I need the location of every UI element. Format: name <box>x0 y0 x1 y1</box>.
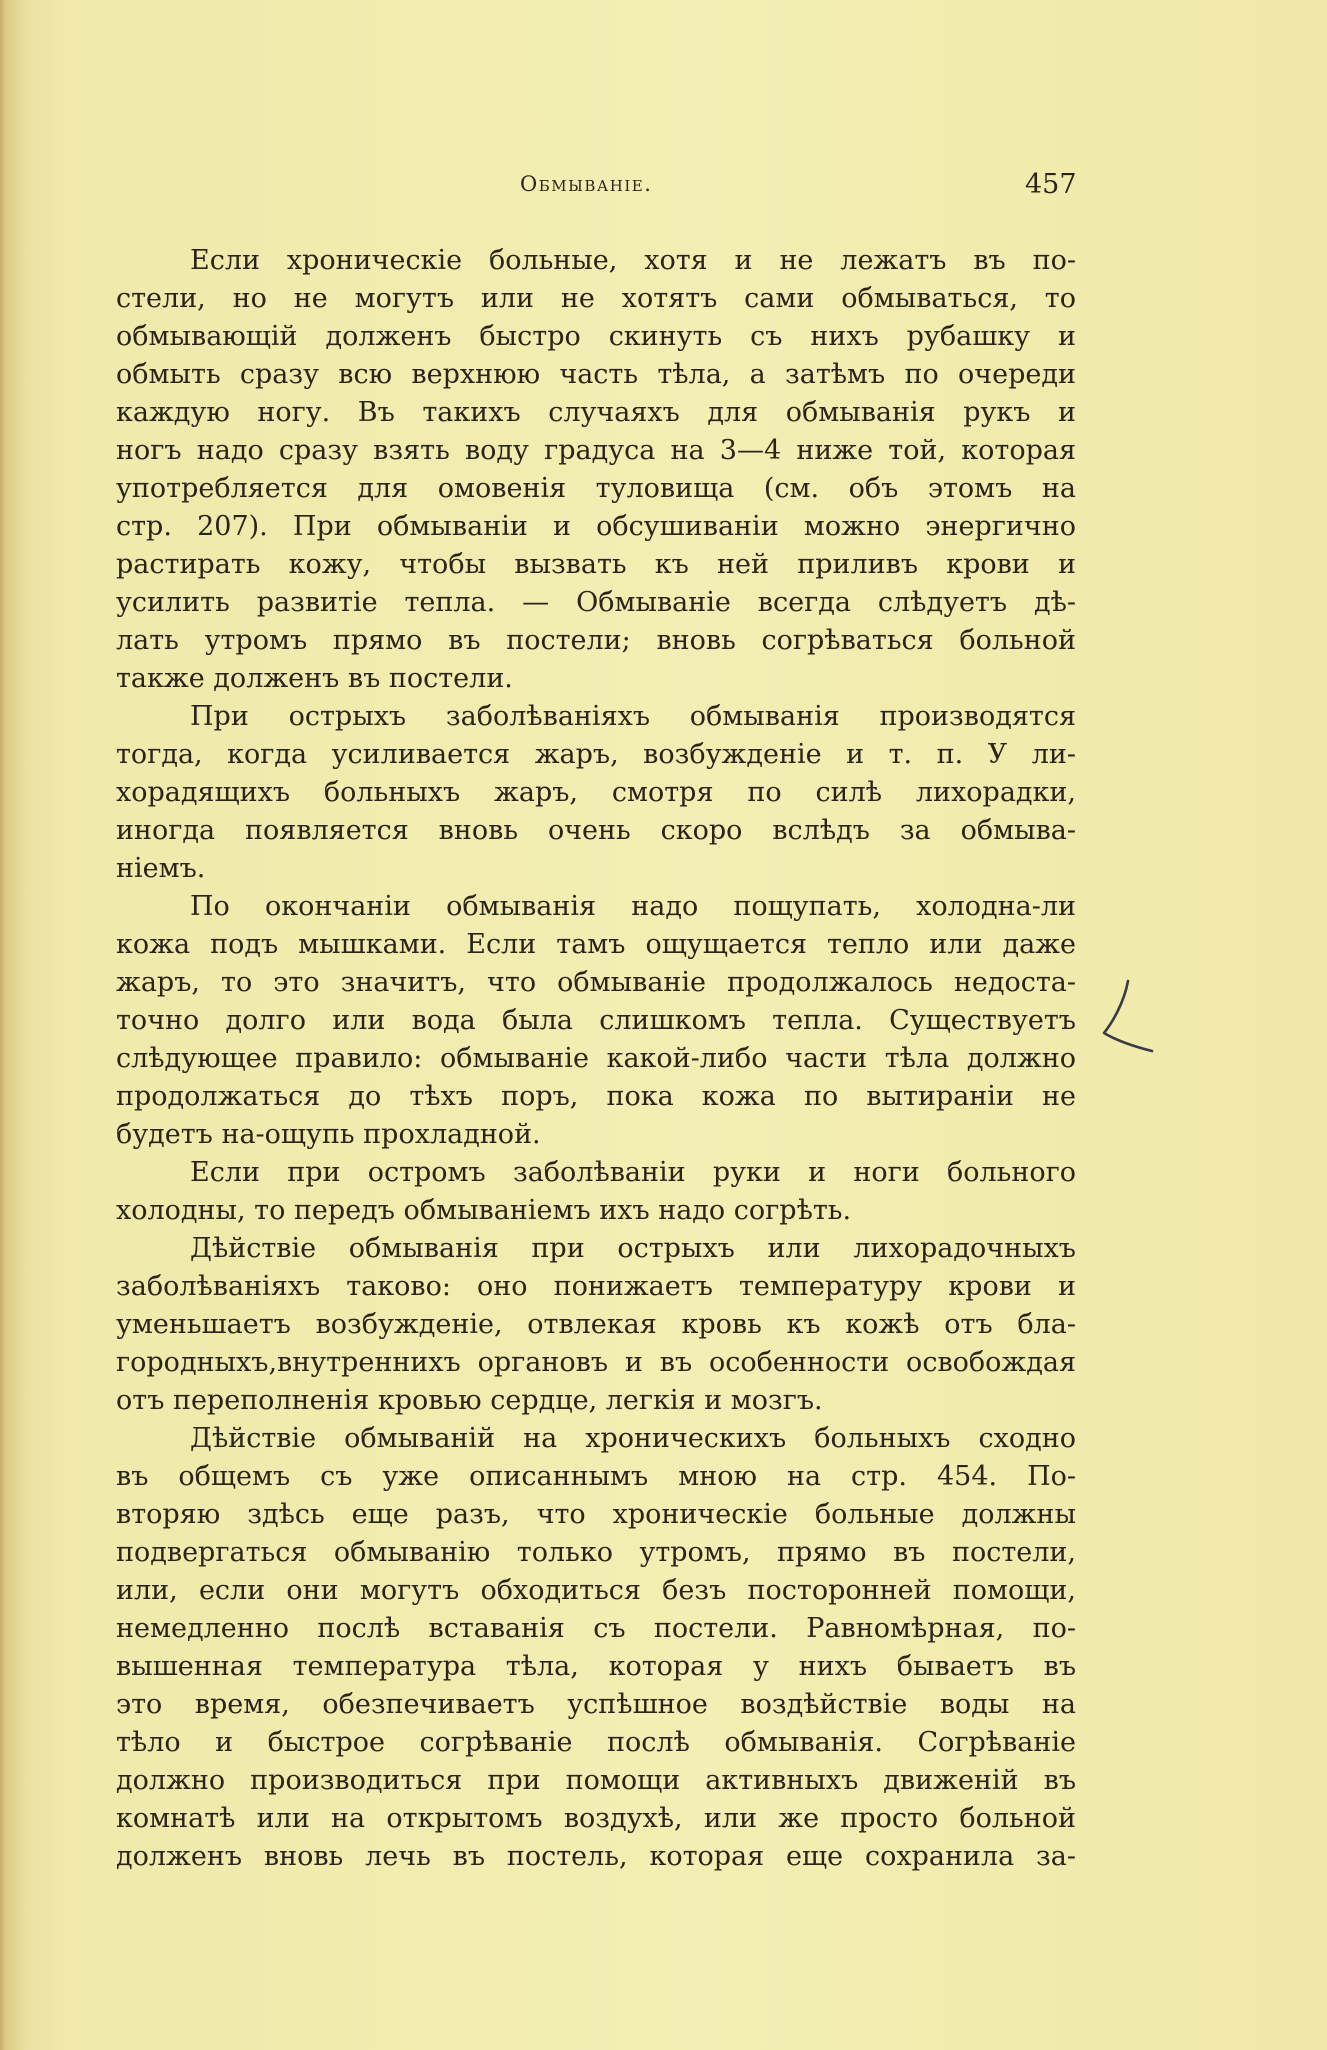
text-line: Если при остромъ заболѣваніи руки и ноги больного <box>190 1157 1076 1188</box>
text-line: стр. 207). При обмываніи и обсушиваніи можно энергично <box>116 511 1076 542</box>
page-number: 457 <box>1025 169 1077 200</box>
text-line: жаръ, то это значитъ, что обмываніе продолжалось недоста- <box>116 967 1076 998</box>
text-line: или, если они могутъ обходиться безъ посторонней помощи, <box>116 1575 1076 1606</box>
text-line: заболѣваніяхъ таково: оно понижаетъ температуру крови и <box>116 1271 1076 1302</box>
text-line: хорадящихъ больныхъ жаръ, смотря по силѣ лихорадки, <box>116 777 1076 808</box>
text-line: холодны, то передъ обмываніемъ ихъ надо согрѣть. <box>116 1195 852 1226</box>
text-line: употребляется для омовенія туловища (см. объ этомъ на <box>116 473 1076 504</box>
text-line: точно долго или вода была слишкомъ тепла. Существуетъ <box>116 1005 1076 1036</box>
text-line: должно производиться при помощи активныхъ движеній въ <box>116 1765 1076 1796</box>
text-line: усилить развитіе тепла. — Обмываніе всегда слѣдуетъ дѣ- <box>116 587 1076 618</box>
text-line: въ общемъ съ уже описаннымъ мною на стр. 454. По- <box>116 1461 1076 1492</box>
text-line: По окончаніи обмыванія надо пощупать, холодна-ли <box>190 891 1076 922</box>
text-line: растирать кожу, чтобы вызвать къ ней приливъ крови и <box>116 549 1076 580</box>
text-line: каждую ногу. Въ такихъ случаяхъ для обмыванія рукъ и <box>116 397 1076 428</box>
text-line: Дѣйствіе обмываній на хроническихъ больныхъ сходно <box>190 1423 1076 1454</box>
text-line: подвергаться обмыванію только утромъ, прямо въ постели, <box>116 1537 1076 1568</box>
text-line: уменьшаетъ возбужденіе, отвлекая кровь къ кожѣ отъ бла- <box>116 1309 1076 1340</box>
text-line: тѣло и быстрое согрѣваніе послѣ обмыванія. Согрѣваніе <box>116 1727 1076 1758</box>
text-line: иногда появляется вновь очень скоро вслѣдъ за обмыва- <box>116 815 1076 846</box>
text-line: немедленно послѣ вставанія съ постели. Равномѣрная, по- <box>116 1613 1076 1644</box>
text-line: Дѣйствіе обмыванія при острыхъ или лихорадочныхъ <box>190 1233 1076 1264</box>
text-line: кожа подъ мышками. Если тамъ ощущается тепло или даже <box>116 929 1076 960</box>
text-line: стели, но не могутъ или не хотятъ сами обмываться, то <box>116 283 1076 314</box>
text-line: тогда, когда усиливается жаръ, возбужденіе и т. п. У ли- <box>116 739 1076 770</box>
text-line: вторяю здѣсь еще разъ, что хроническіе больные должны <box>116 1499 1076 1530</box>
text-line: вышенная температура тѣла, которая у нихъ бываетъ въ <box>116 1651 1076 1682</box>
text-line: городныхъ,внутреннихъ органовъ и въ особенности освобождая <box>116 1347 1076 1378</box>
text-line: это время, обезпечиваетъ успѣшное воздѣйствіе воды на <box>116 1689 1076 1720</box>
text-line: комнатѣ или на открытомъ воздухѣ, или же просто больной <box>116 1803 1076 1834</box>
text-line: долженъ вновь лечь въ постель, которая еще сохранила за- <box>116 1841 1076 1872</box>
running-header: Обмываніе. <box>520 172 653 196</box>
text-line: лать утромъ прямо въ постели; вновь согрѣваться больной <box>116 625 1076 656</box>
text-line: Если хроническіе больные, хотя и не лежатъ въ по- <box>190 245 1076 276</box>
text-line: отъ переполненія кровью сердце, легкія и мозгъ. <box>116 1385 823 1416</box>
text-line: обмывающій долженъ быстро скинуть съ нихъ рубашку и <box>116 321 1076 352</box>
text-line: ногъ надо сразу взять воду градуса на 3—4 ниже той, которая <box>116 435 1076 466</box>
text-line: также долженъ въ постели. <box>116 663 513 694</box>
handwritten-margin-mark <box>1100 975 1170 1065</box>
text-line: При острыхъ заболѣваніяхъ обмыванія производятся <box>190 701 1076 732</box>
text-line: продолжаться до тѣхъ поръ, пока кожа по вытираніи не <box>116 1081 1076 1112</box>
text-line: ніемъ. <box>116 853 206 884</box>
text-line: будетъ на-ощупь прохладной. <box>116 1119 541 1150</box>
text-line: слѣдующее правило: обмываніе какой-либо части тѣла должно <box>116 1043 1076 1074</box>
text-line: обмыть сразу всю верхнюю часть тѣла, а затѣмъ по очереди <box>116 359 1076 390</box>
